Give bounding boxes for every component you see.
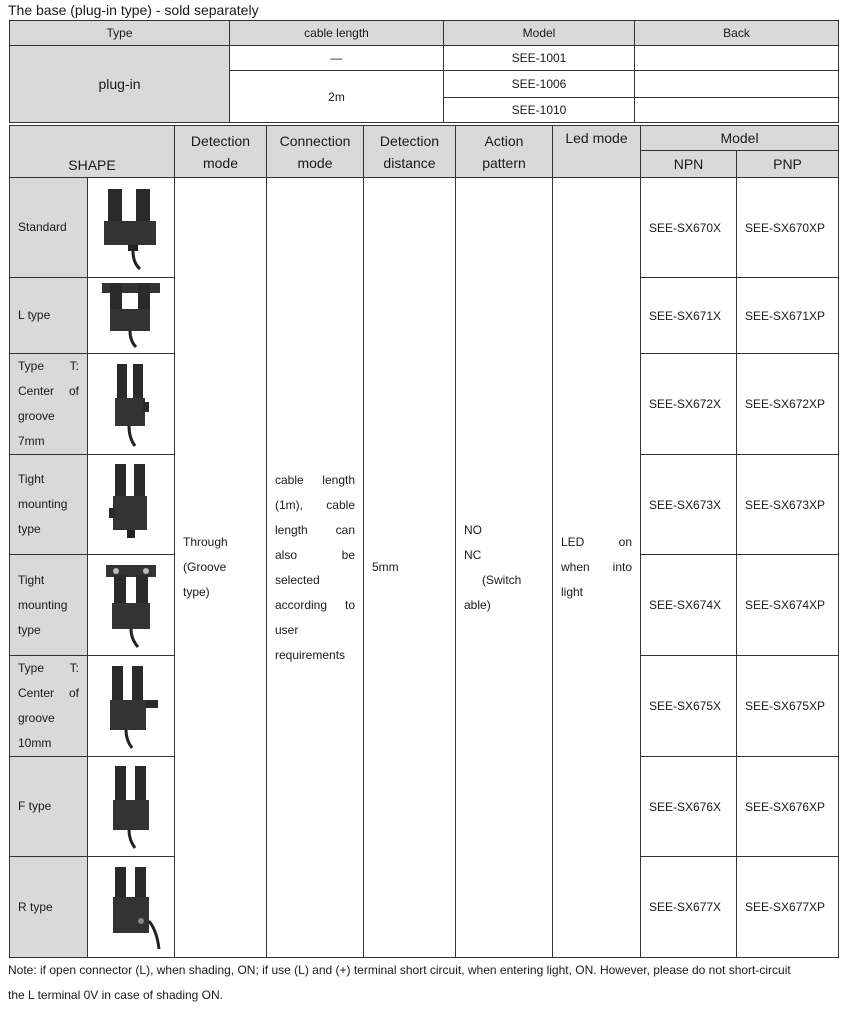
action-pattern-line: NO (464, 522, 482, 537)
base-model-cell: SEE-1001 (444, 46, 635, 71)
shape-name (10, 656, 88, 757)
shape-name (10, 278, 88, 354)
shape-image (88, 455, 175, 555)
shape-name (10, 178, 88, 278)
slot-sensor-icon (96, 559, 166, 649)
shape-name-line: Type T: (18, 661, 79, 675)
shape-name-line: groove (18, 409, 55, 423)
footnote-line: Note: if open connector (L), when shading, ON; if use (L) and (+) terminal short circuit, when entering light, ON. However, please do not short-circuit (8, 963, 791, 977)
sensor-table (9, 125, 839, 958)
header-model: Model (641, 126, 839, 151)
npn-model-cell: SEE-SX670X (641, 178, 737, 278)
header-led-mode: Led mode (553, 126, 641, 178)
shape-name-line: F type (18, 799, 52, 813)
header-action-pattern (456, 126, 553, 178)
detection-mode-cell (175, 178, 267, 958)
shape-image (88, 757, 175, 857)
slot-sensor-icon (96, 660, 166, 750)
shape-name-line: groove (18, 711, 55, 725)
shape-name (10, 354, 88, 455)
action-pattern-line: NC (464, 547, 482, 562)
base-back-cell (635, 98, 839, 123)
base-model-cell: SEE-1010 (444, 98, 635, 123)
action-pattern-line: able) (464, 597, 491, 612)
base-header-cable: cable length (230, 21, 444, 46)
led-mode-line: light (561, 585, 584, 599)
header-line: Action (484, 132, 524, 149)
header-detection-mode (175, 126, 267, 178)
shape-name-line: 7mm (18, 434, 45, 448)
pnp-model-cell: SEE-SX674XP (737, 555, 839, 656)
pnp-model-cell: SEE-SX676XP (737, 757, 839, 857)
slot-sensor-icon (101, 861, 161, 951)
shape-name-line: Tight (18, 472, 45, 486)
slot-sensor-icon (96, 181, 166, 271)
connection-mode-line: cable length (275, 472, 355, 487)
header-line: Detection (190, 132, 251, 149)
header-line: mode (297, 154, 333, 171)
connection-mode-line: according to (275, 597, 355, 612)
shape-name-line: mounting (18, 497, 68, 511)
shape-image (88, 555, 175, 656)
base-back-cell (635, 46, 839, 71)
npn-model-cell: SEE-SX676X (641, 757, 737, 857)
slot-sensor-icon (101, 760, 161, 850)
header-line: pattern (482, 154, 526, 171)
header-line: Connection (279, 132, 351, 149)
base-header-model: Model (444, 21, 635, 46)
npn-model-cell: SEE-SX675X (641, 656, 737, 757)
base-table (9, 20, 839, 123)
action-pattern-cell (456, 178, 553, 958)
base-cable-cell: 2m (230, 71, 444, 123)
connection-mode-line: requirements (275, 647, 346, 662)
header-pnp: PNP (737, 151, 839, 178)
shape-image (88, 178, 175, 278)
detection-distance-cell: 5mm (364, 178, 456, 958)
shape-name (10, 757, 88, 857)
action-pattern-line: (Switch (482, 572, 522, 587)
detection-mode-line: (Groove (183, 560, 227, 574)
shape-name-line: Type T: (18, 359, 79, 373)
header-npn: NPN (641, 151, 737, 178)
shape-name-line: Center of (18, 384, 79, 398)
npn-model-cell: SEE-SX672X (641, 354, 737, 455)
led-mode-line: LED on (561, 535, 632, 549)
header-detection-distance (364, 126, 456, 178)
shape-image (88, 656, 175, 757)
detection-mode-line: type) (183, 585, 210, 599)
pnp-model-cell: SEE-SX671XP (737, 278, 839, 354)
shape-name (10, 857, 88, 958)
shape-name-line: mounting (18, 597, 68, 612)
shape-name-line: R type (18, 899, 53, 914)
slot-sensor-icon (96, 279, 166, 349)
page-title: The base (plug-in type) - sold separately (8, 2, 259, 18)
footnote-line: the L terminal 0V in case of shading ON. (8, 988, 224, 1002)
pnp-model-cell: SEE-SX672XP (737, 354, 839, 455)
header-line: distance (383, 154, 436, 171)
base-model-cell: SEE-1006 (444, 71, 635, 98)
shape-image (88, 278, 175, 354)
base-header-back: Back (635, 21, 839, 46)
pnp-model-cell: SEE-SX675XP (737, 656, 839, 757)
connection-mode-line: also be (275, 547, 355, 562)
npn-model-cell: SEE-SX674X (641, 555, 737, 656)
base-cable-cell: — (230, 46, 444, 71)
shape-name-line: type (18, 622, 41, 637)
pnp-model-cell: SEE-SX670XP (737, 178, 839, 278)
shape-image (88, 354, 175, 455)
footnote (8, 958, 843, 1008)
led-mode-cell (553, 178, 641, 958)
connection-mode-line: selected (275, 572, 320, 587)
header-shape: SHAPE (10, 126, 175, 178)
shape-name-line: 10mm (18, 736, 52, 750)
shape-name-line: type (18, 522, 41, 536)
base-header-type: Type (10, 21, 230, 46)
shape-name-line: L type (18, 308, 51, 322)
connection-mode-line: (1m), cable (275, 497, 355, 512)
header-connection-mode (267, 126, 364, 178)
shape-name-line: Standard (18, 220, 67, 234)
npn-model-cell: SEE-SX671X (641, 278, 737, 354)
slot-sensor-icon (101, 358, 161, 448)
connection-mode-line: user (275, 622, 299, 637)
connection-mode-cell (267, 178, 364, 958)
base-type-value: plug-in (10, 46, 230, 123)
npn-model-cell: SEE-SX677X (641, 857, 737, 958)
slot-sensor-icon (101, 458, 161, 548)
shape-image (88, 857, 175, 958)
shape-name-line: Tight (18, 572, 45, 587)
npn-model-cell: SEE-SX673X (641, 455, 737, 555)
pnp-model-cell: SEE-SX677XP (737, 857, 839, 958)
pnp-model-cell: SEE-SX673XP (737, 455, 839, 555)
shape-name (10, 455, 88, 555)
header-line: mode (202, 154, 239, 171)
detection-mode-line: Through (183, 535, 228, 549)
shape-name-line: Center of (18, 686, 79, 700)
connection-mode-line: length can (275, 522, 355, 537)
shape-name (10, 555, 88, 656)
header-line: Detection (379, 132, 440, 149)
base-back-cell (635, 71, 839, 98)
led-mode-line: when into (561, 560, 632, 574)
